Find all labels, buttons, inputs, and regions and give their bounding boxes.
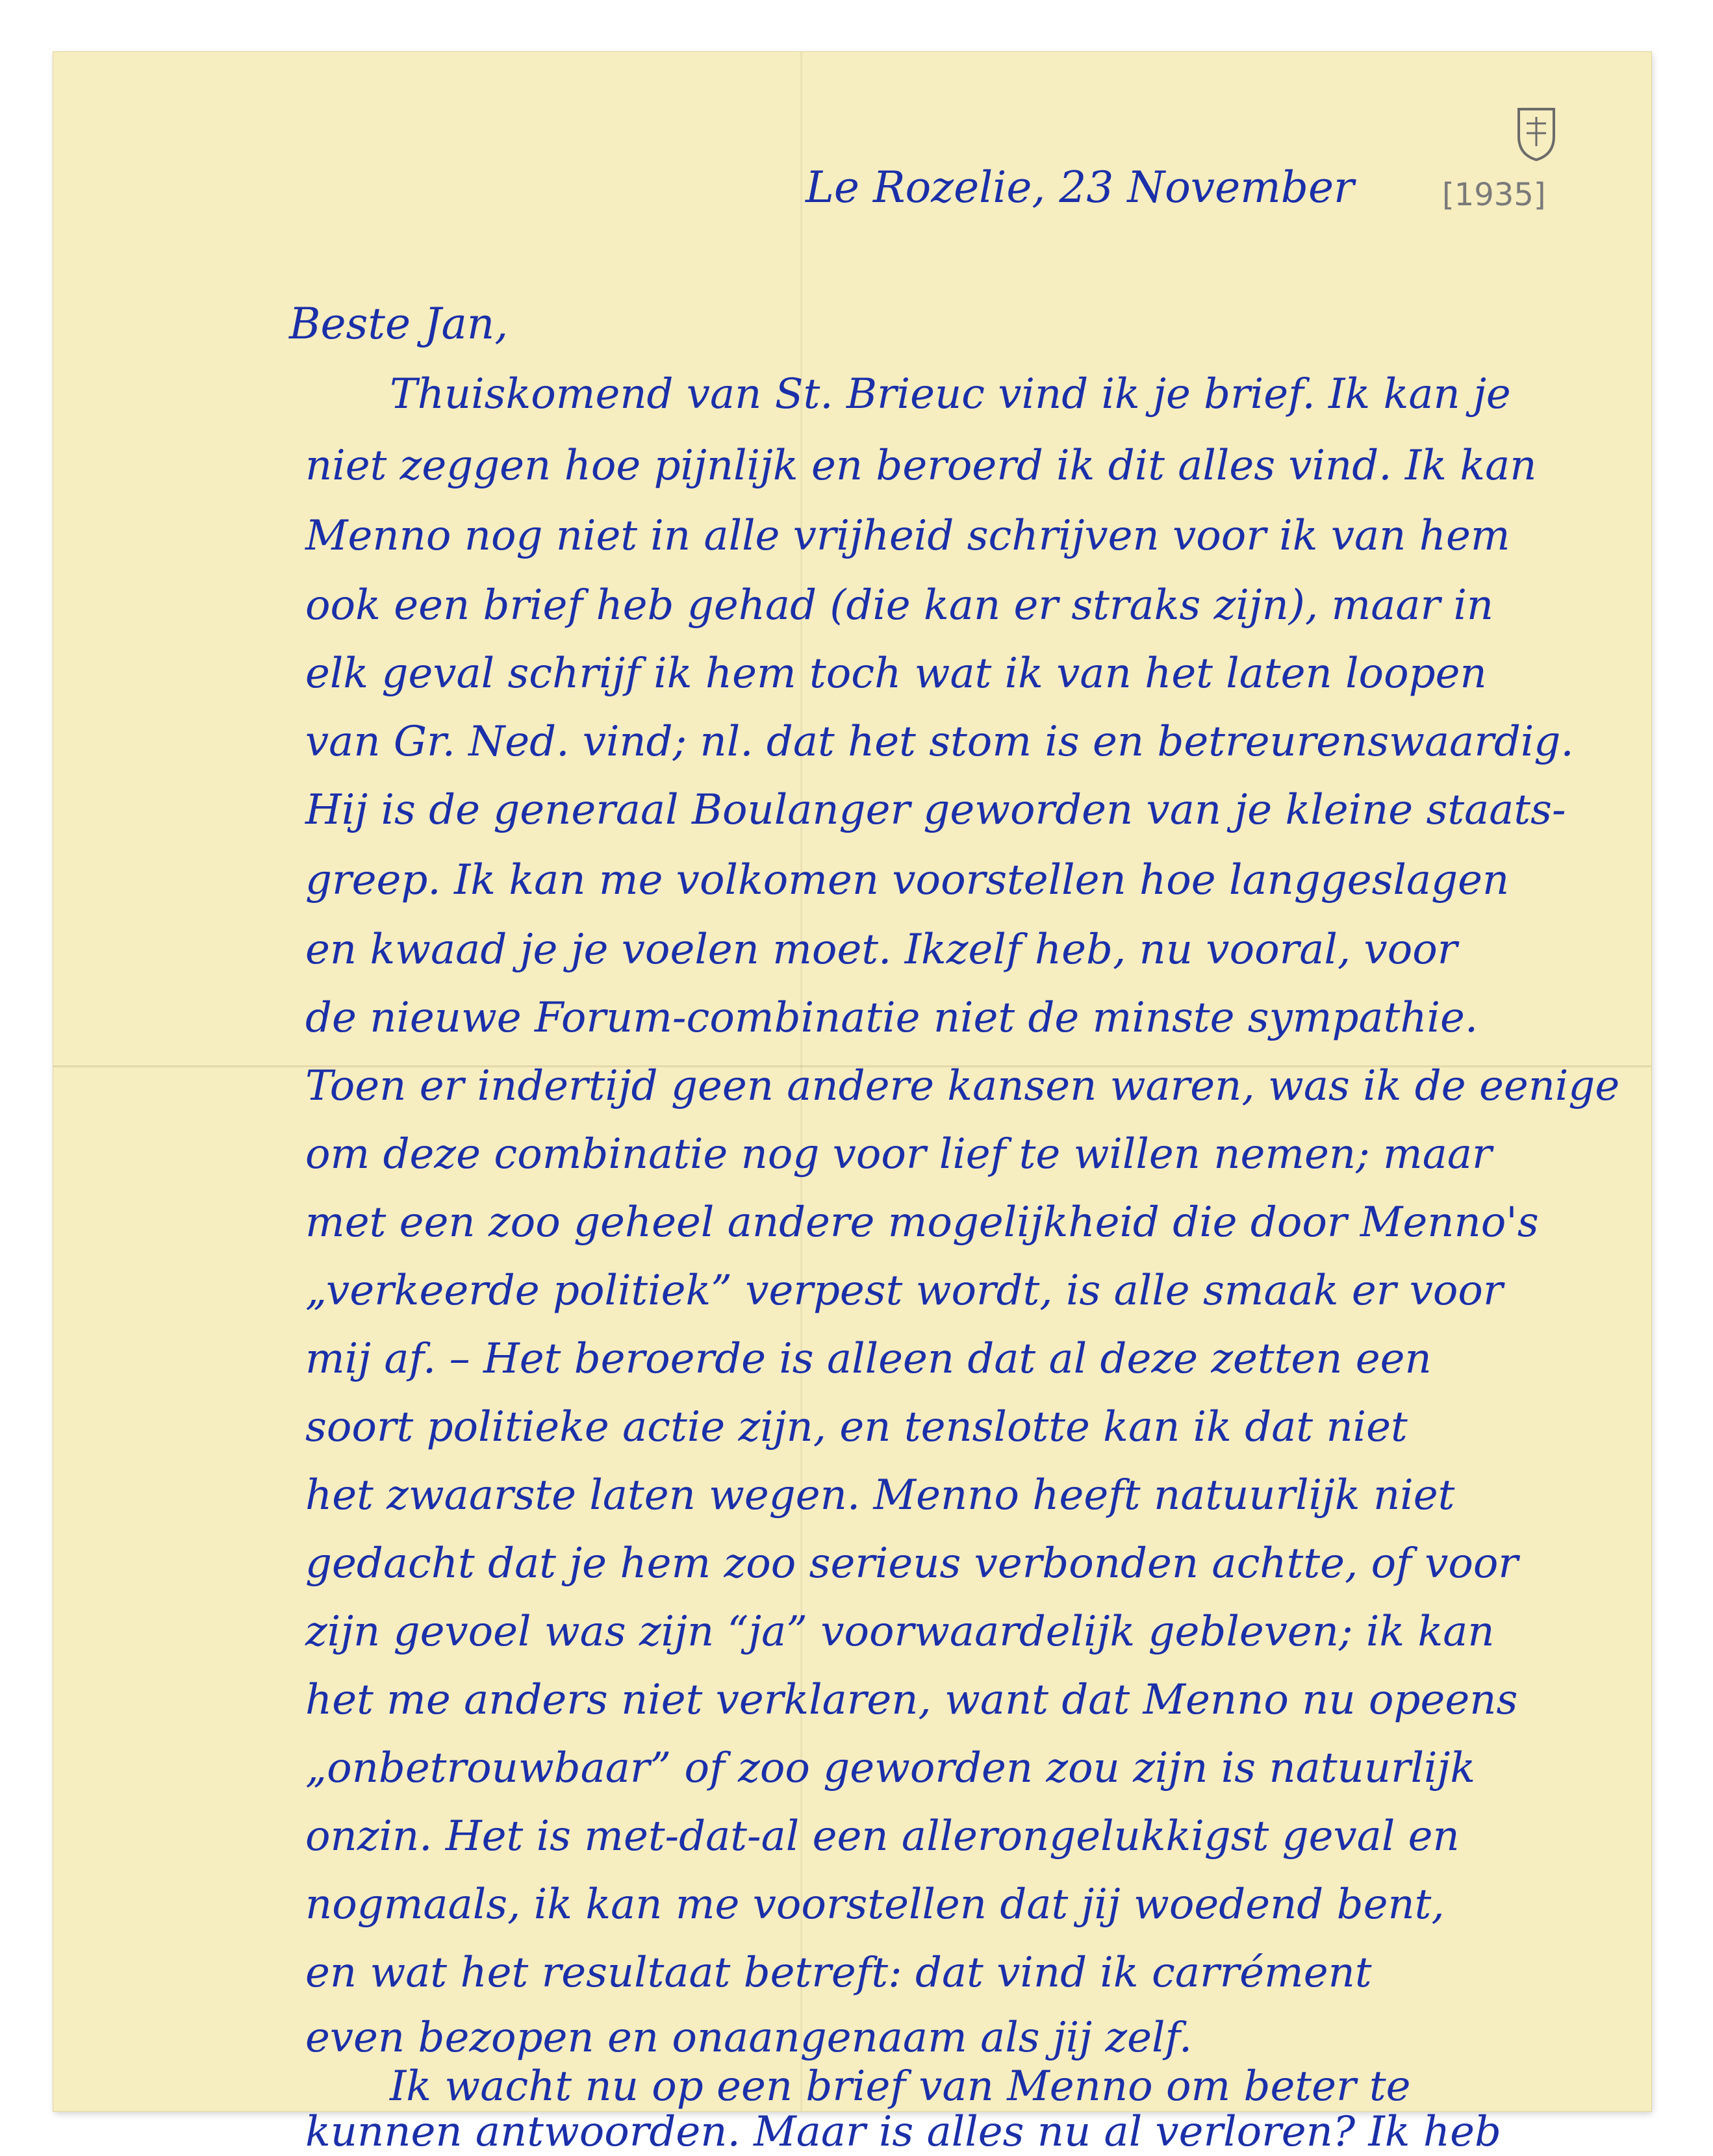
letter-line: onzin. Het is met-dat-al een allerongelukkigst geval en (305, 1812, 1460, 1860)
dateline: Le Rozelie, 23 November (806, 162, 1354, 212)
letter-line: Ik wacht nu op een brief van Menno om beter te (390, 2062, 1411, 2111)
letter-line: van Gr. Ned. vind; nl. dat het stom is en betreurenswaardig. (305, 718, 1574, 766)
letter-line: en wat het resultaat betreft: dat vind ik carrément (305, 1949, 1372, 1997)
letter-line: elk geval schrijf ik hem toch wat ik van het laten loopen (305, 650, 1487, 698)
letter-line: ook een brief heb gehad (die kan er straks zijn), maar in (305, 581, 1494, 629)
archive-stamp-icon (1514, 104, 1559, 162)
letter-line: zijn gevoel was zijn “ja” voorwaardelijk gebleven; ik kan (305, 1608, 1495, 1656)
letter-line: Thuiskomend van St. Brieuc vind ik je brief. Ik kan je (390, 370, 1511, 418)
salutation: Beste Jan, (289, 299, 509, 349)
letter-line: en kwaad je je voelen moet. Ikzelf heb, nu vooral, voor (305, 926, 1458, 974)
letter-line: soort politieke actie zijn, en tenslotte kan ik dat niet (305, 1403, 1408, 1451)
letter-line: het zwaarste laten wegen. Menno heeft natuurlijk niet (305, 1471, 1455, 1519)
letter-line: kunnen antwoorden. Maar is alles nu al verloren? Ik heb (305, 2108, 1501, 2156)
letter-line: mij af. – Het beroerde is alleen dat al deze zetten een (305, 1335, 1432, 1383)
letter-line: Hij is de generaal Boulanger geworden van je kleine staats- (305, 786, 1566, 834)
letter-line: greep. Ik kan me volkomen voorstellen hoe langgeslagen (305, 856, 1510, 904)
archive-date-note: [1935] (1442, 177, 1546, 213)
letter-line: de nieuwe Forum-combinatie niet de minste sympathie. (305, 994, 1478, 1042)
letter-line: nogmaals, ik kan me voorstellen dat jij woedend bent, (305, 1881, 1445, 1929)
letter-line: Toen er indertijd geen andere kansen waren, was ik de eenige (305, 1062, 1620, 1110)
letter-line: niet zeggen hoe pijnlijk en beroerd ik dit alles vind. Ik kan (305, 442, 1537, 490)
letter-line: om deze combinatie nog voor lief te willen nemen; maar (305, 1130, 1492, 1178)
letter-line: „verkeerde politiek” verpest wordt, is alle smaak er voor (305, 1267, 1503, 1315)
letter-line: gedacht dat je hem zoo serieus verbonden achtte, of voor (305, 1540, 1518, 1588)
letter-line: even bezopen en onaangenaam als jij zelf. (305, 2014, 1193, 2062)
letter-line: „onbetrouwbaar” of zoo geworden zou zijn is natuurlijk (305, 1744, 1476, 1792)
letter-line: met een zoo geheel andere mogelijkheid die door Menno's (305, 1198, 1539, 1247)
letter-line: Menno nog niet in alle vrijheid schrijven voor ik van hem (305, 512, 1510, 560)
letter-line: het me anders niet verklaren, want dat Menno nu opeens (305, 1676, 1518, 1724)
